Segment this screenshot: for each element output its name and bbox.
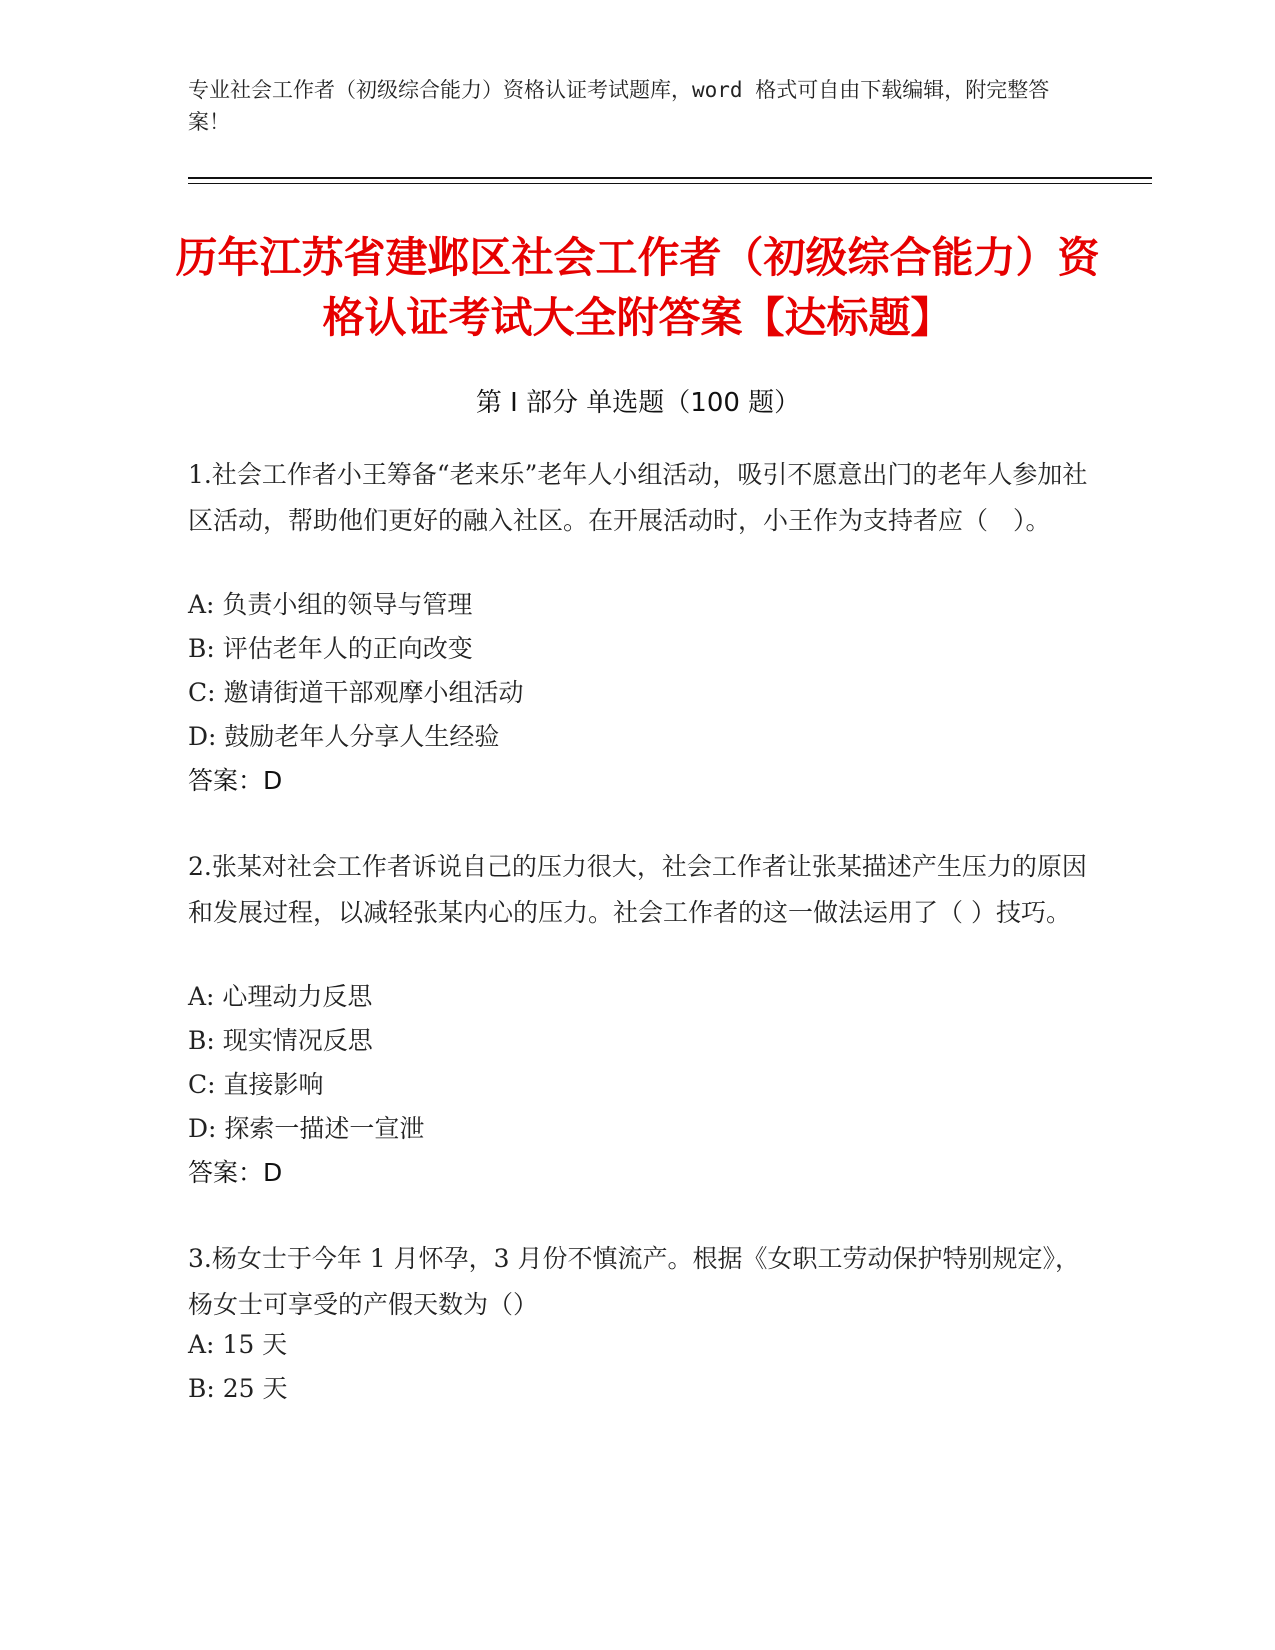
question-1-answer: 答案：D — [188, 766, 283, 795]
header-rule-thin — [188, 183, 1152, 184]
question-2-option-d: D: 探索一描述一宣泄 — [188, 1114, 425, 1143]
question-3-option-b: B: 25 天 — [188, 1374, 288, 1403]
question-3-option-a: A: 15 天 — [188, 1330, 288, 1359]
question-1-option-b: B: 评估老年人的正向改变 — [188, 634, 473, 663]
question-2-answer: 答案：D — [188, 1158, 283, 1187]
question-2-text: 2.张某对社会工作者诉说自己的压力很大，社会工作者让张某描述产生压力的原因和发展过程，以减轻张某内心的压力。社会工作者的这一做法运用了（ ）技巧。 — [188, 852, 1087, 927]
question-1-option-d: D: 鼓励老年人分享人生经验 — [188, 722, 500, 751]
section-heading: 第 I 部分 单选题（100 题） — [475, 388, 801, 418]
question-2-option-c: C: 直接影响 — [188, 1070, 324, 1099]
question-1-option-c: C: 邀请街道干部观摩小组活动 — [188, 678, 524, 707]
question-3-text: 3.杨女士于今年 1 月怀孕，3 月份不慎流产。根据《女职工劳动保护特别规定》，杨女士可享受的产假天数为（） — [188, 1244, 1081, 1319]
document-title: 历年江苏省建邺区社会工作者（初级综合能力）资格认证考试大全附答案【达标题】 — [175, 233, 1100, 342]
header-rule-thick — [188, 177, 1152, 179]
question-2-option-b: B: 现实情况反思 — [188, 1026, 373, 1055]
question-2-option-a: A: 心理动力反思 — [188, 982, 373, 1011]
header-note: 专业社会工作者（初级综合能力）资格认证考试题库，word 格式可自由下载编辑，附完整答案！ — [188, 78, 1050, 134]
question-1-text: 1.社会工作者小王筹备“老来乐”老年人小组活动，吸引不愿意出门的老年人参加社区活动，帮助他们更好的融入社区。在开展活动时，小王作为支持者应（ ）。 — [188, 460, 1088, 535]
question-1-option-a: A: 负责小组的领导与管理 — [188, 590, 473, 619]
